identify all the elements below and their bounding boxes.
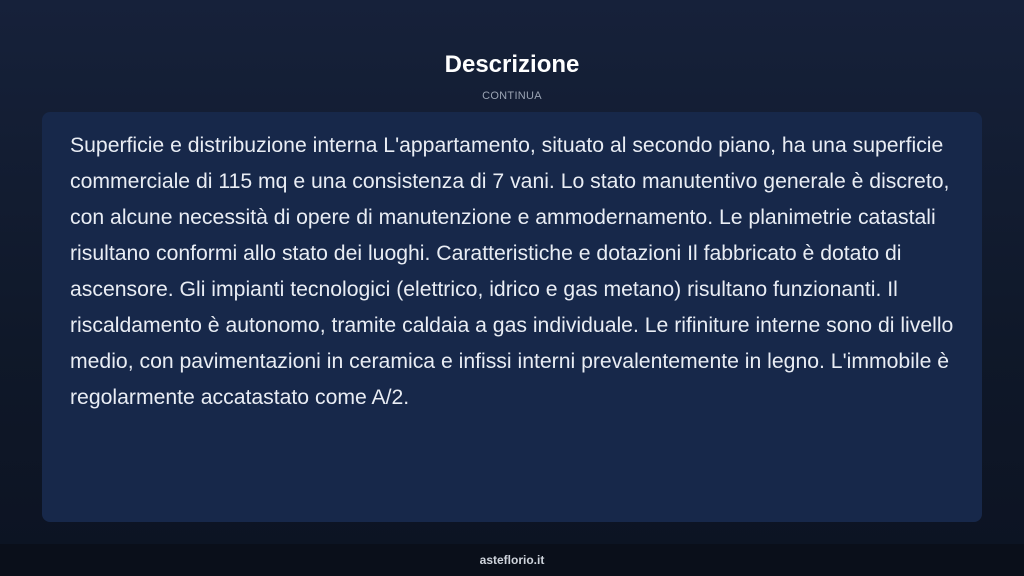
footer-bar — [0, 544, 1024, 576]
description-card — [42, 112, 982, 522]
page-title: Descrizione — [444, 51, 580, 78]
footer-brand: asteflorio.it — [479, 553, 545, 567]
continue-label: CONTINUA — [482, 90, 542, 102]
description-text: Superficie e distribuzione interna L'appartamento, situato al secondo piano, ha una superficie commerciale di 115 mq e una consistenza di 7 vani. Lo stato manutentivo generale è discreto, con alcune necessità di opere di manutenzione e ammodernamento. Le planimetrie catastali risultano conformi allo stato dei luoghi. Caratteristiche e dotazioni Il fabbricato è dotato di ascensore. Gli impianti tecnologici (elettrico, idrico e gas metano) risultano funzionanti. Il riscaldamento è autonomo, tramite caldaia a gas individuale. Le rifiniture interne sono di livello medio, con pavimentazioni in ceramica e infissi interni prevalentemente in legno. L'immobile è regolarmente accatastato come A/2. — [70, 134, 954, 409]
